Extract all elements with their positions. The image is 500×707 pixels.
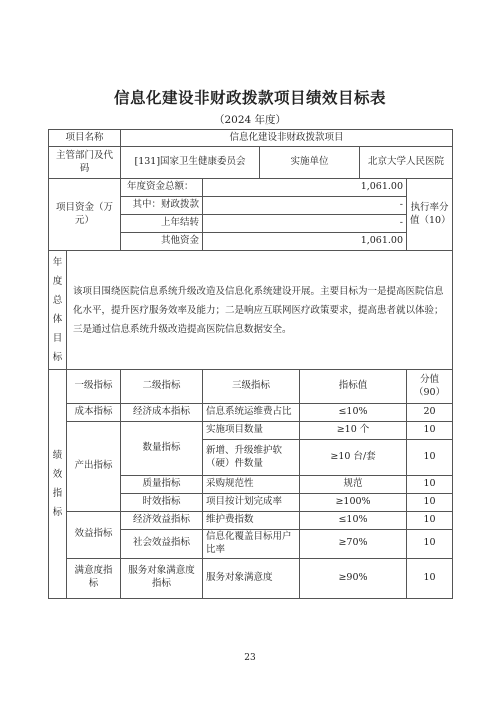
indicator-row <box>49 404 453 422</box>
level3-cell: 项目按计划完成率 <box>203 494 300 512</box>
level2-cell: 时效指标 <box>121 494 203 512</box>
performance-table <box>48 129 453 599</box>
funds-item-value: - <box>203 197 407 215</box>
goal-text: 该项目围绕医院信息系统升级改造及信息化系统建设开展。主要目标为一是提高医院信息化水平，提升医疗服务效率及能力；二是响应互联网医疗政策要求，提高患者就以体验；三是通过信息系统升级改造提高医院信息数据安全。 <box>67 251 453 370</box>
indicator-row <box>49 422 453 440</box>
score-cell: 10 <box>407 440 453 476</box>
score-cell: 20 <box>407 404 453 422</box>
level2-cell: 社会效益指标 <box>121 530 203 559</box>
target-cell: ≤10% <box>300 512 407 530</box>
level1-cell: 产出指标 <box>67 422 121 512</box>
score-cell: 10 <box>407 476 453 494</box>
level1-header: 一级指标 <box>67 370 121 404</box>
project-name-row <box>49 130 453 147</box>
score-cell: 10 <box>407 512 453 530</box>
level1-cell: 满意度指标 <box>67 558 121 598</box>
funds-item-value: 1,061.00 <box>203 233 407 251</box>
target-cell: ≥10 台/套 <box>300 440 407 476</box>
target-cell: ≥90% <box>300 558 407 598</box>
funds-item-value: - <box>203 215 407 233</box>
target-cell: 规范 <box>300 476 407 494</box>
level3-cell: 信息系统运维费占比 <box>203 404 300 422</box>
funds-item-label: 其中：财政拨款 <box>121 197 203 215</box>
level3-cell: 信息化覆盖目标用户比率 <box>203 530 300 559</box>
level2-cell: 质量指标 <box>121 476 203 494</box>
dept-label: 主管部门及代码 <box>49 147 121 179</box>
indicator-header-row <box>49 370 453 404</box>
funds-row <box>49 179 453 197</box>
goal-label: 年度总体目标 <box>49 251 67 370</box>
level3-cell: 实施项目数量 <box>203 422 300 440</box>
score-cell: 10 <box>407 558 453 598</box>
funds-item-label: 其他资金 <box>121 233 203 251</box>
level1-cell: 效益指标 <box>67 512 121 559</box>
level2-header: 二级指标 <box>121 370 203 404</box>
level3-cell: 采购规范性 <box>203 476 300 494</box>
score-cell: 10 <box>407 494 453 512</box>
target-cell: ≥10 个 <box>300 422 407 440</box>
level3-cell: 服务对象满意度 <box>203 558 300 598</box>
page-number: 23 <box>244 653 256 663</box>
impl-label: 实施单位 <box>260 147 360 179</box>
exec-rate-label: 执行率分值（10） <box>407 179 453 251</box>
dept-row <box>49 147 453 179</box>
dept-value: [131]国家卫生健康委员会 <box>121 147 260 179</box>
score-cell: 10 <box>407 530 453 559</box>
perf-label: 绩效指标 <box>49 370 67 599</box>
target-cell: ≥100% <box>300 494 407 512</box>
score-header: 分值（90） <box>407 370 453 404</box>
impl-value: 北京大学人民医院 <box>360 147 453 179</box>
funds-item-label: 年度资金总额： <box>121 179 203 197</box>
goal-row <box>49 251 453 370</box>
level3-cell: 新增、升级维护软（硬）件数量 <box>203 440 300 476</box>
score-cell: 10 <box>407 422 453 440</box>
year-subtitle: （2024 年度） <box>213 114 287 126</box>
funds-item-label: 上年结转 <box>121 215 203 233</box>
project-name-label: 项目名称 <box>49 130 121 147</box>
level1-cell: 成本指标 <box>67 404 121 422</box>
level2-cell: 经济效益指标 <box>121 512 203 530</box>
funds-label: 项目资金（万元） <box>49 179 121 251</box>
level2-cell: 经济成本指标 <box>121 404 203 422</box>
target-cell: ≤10% <box>300 404 407 422</box>
level3-header: 三级指标 <box>203 370 300 404</box>
project-name-value: 信息化建设非财政拨款项目 <box>121 130 453 147</box>
indicator-row <box>49 558 453 598</box>
indicator-row <box>49 512 453 530</box>
target-header: 指标值 <box>300 370 407 404</box>
target-cell: ≥70% <box>300 530 407 559</box>
level2-cell: 服务对象满意度指标 <box>121 558 203 598</box>
level2-cell: 数量指标 <box>121 422 203 476</box>
funds-item-value: 1,061.00 <box>203 179 407 197</box>
page-title: 信息化建设非财政拨款项目绩效目标表 <box>113 89 386 107</box>
level3-cell: 维护费指数 <box>203 512 300 530</box>
